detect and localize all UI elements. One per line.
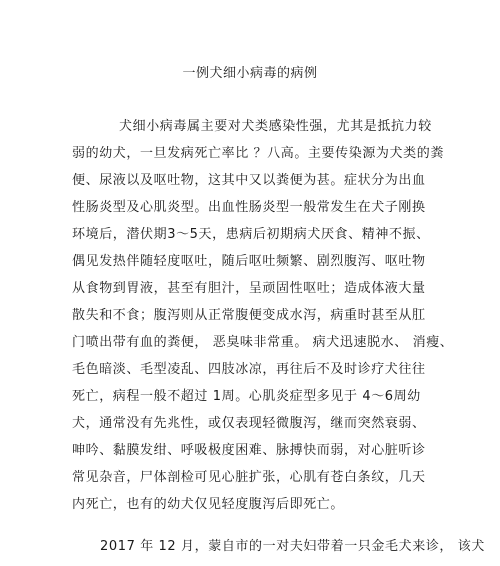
paragraph-line: 内死亡，也有的幼犬仅见轻度腹泻后即死亡。 bbox=[72, 497, 345, 512]
document-title: 一例犬细小病毒的病例 bbox=[182, 66, 318, 81]
paragraph-line: 环境后，潜伏期3～5天，患病后初期病犬厌食、精神不振、 bbox=[72, 227, 430, 242]
paragraph-line: 偶见发热伴随轻度呕吐，随后呕吐频繁、剧烈腹泻、呕吐物 bbox=[72, 254, 426, 269]
paragraph-line: 便、尿液以及呕吐物，这其中又以粪便为甚。症状分为出血 bbox=[72, 173, 426, 188]
paragraph-line: 从食物到胃液，甚至有胆汁，呈顽固性呕吐；造成体液大量 bbox=[72, 281, 426, 296]
paragraph-line: 呻吟、黏膜发绀、呼吸极度困难、脉搏快而弱，对心脏听诊 bbox=[72, 443, 426, 458]
paragraph-line: 散失和不食；腹泻则从正常腹便变成水泻，病重时甚至从肛 bbox=[72, 308, 426, 323]
paragraph-line: 弱的幼犬，一旦发病死亡率比 ？八高。主要传染源为犬类的粪 bbox=[72, 146, 444, 161]
paragraph-line: 毛色暗淡、毛型凌乱、四肢冰凉，再往后不及时诊疗犬往往 bbox=[72, 362, 426, 377]
paragraph-line: 死亡，病程一般不超过 1周。心肌炎症型多见于 4～6周幼 bbox=[72, 389, 421, 404]
paragraph-line: 性肠炎型及心肌炎型。出血性肠炎型一般常发生在犬子刚换 bbox=[72, 200, 426, 215]
paragraph-line: 犬，通常没有先兆性，或仅表现轻微腹泻，继而突然衰弱、 bbox=[72, 416, 426, 431]
paragraph-line: 常见杂音，尸体剖检可见心脏扩张，心肌有苍白条纹，几天 bbox=[72, 470, 426, 485]
paragraph-line: 犬细小病毒属主要对犬类感染性强，尤其是抵抗力较 bbox=[119, 119, 432, 134]
paragraph-line: 门喷出带有血的粪便， 恶臭味非常重。 病犬迅速脱水、 消瘦、 bbox=[72, 335, 454, 350]
paragraph-line: 2017 年 12 月，蒙自市的一对夫妇带着一只金毛犬来诊， 该犬 bbox=[100, 539, 485, 554]
